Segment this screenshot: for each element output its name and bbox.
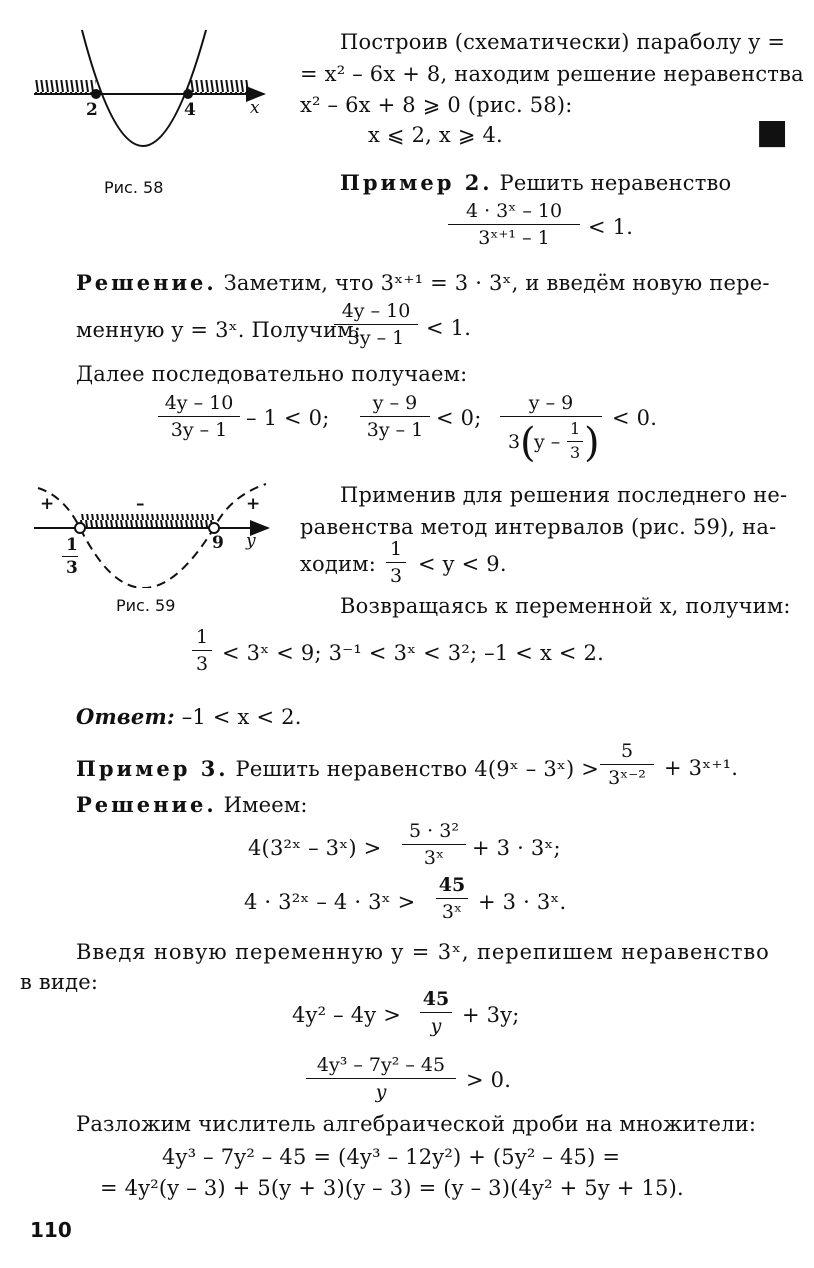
solution2-p3: ходим: (300, 552, 377, 576)
eq1-left: 4(3²ˣ – 3ˣ) > (248, 836, 382, 860)
fig58-caption: Рис. 58 (104, 178, 164, 197)
para1-line4: x ⩽ 2, x ⩾ 4. (368, 123, 503, 147)
para1-line3: x² – 6x + 8 ⩾ 0 (рис. 58): (300, 93, 573, 117)
example3-rest: + 3ˣ⁺¹. (664, 756, 739, 780)
para1-line1: Построив (схематически) параболу y = (340, 30, 786, 54)
example3-fraction: 5 3ˣ⁻² (600, 740, 654, 789)
chain-fraction-2: y – 9 3y – 1 (360, 392, 430, 441)
chain-fraction-3: y – 9 3 ( y – 1 3 ) (500, 392, 602, 472)
text-line-2: в виде: (20, 970, 99, 994)
eq2-left: 4 · 3²ˣ – 4 · 3ˣ > (244, 890, 416, 914)
para1-line2: = x² – 6x + 8, находим решение неравенства (300, 62, 804, 86)
eq4-fraction: 4y³ – 7y² – 45 y (306, 1054, 456, 1103)
fig58-label-4: 4 (184, 100, 196, 120)
example2-heading: Пример 2. (340, 170, 493, 195)
fig59-minus: – (136, 494, 145, 514)
chain-after-1: – 1 < 0; (246, 406, 330, 430)
solution2-p3-fraction: 1 3 (386, 538, 406, 587)
chain-fraction-1: 4y – 10 3y – 1 (158, 392, 240, 441)
chain-after-3: < 0. (612, 406, 658, 430)
eq4-right: > 0. (466, 1068, 512, 1092)
example3-text: Решить неравенство 4(9ˣ – 3ˣ) > (235, 757, 600, 781)
eq1-fraction: 5 · 3² 3ˣ (402, 820, 466, 869)
solution2-line1: Решение. Заметим, что 3ˣ⁺¹ = 3 · 3ˣ, и введём новую пере- (76, 270, 770, 295)
solution2-p1: Применив для решения последнего не- (340, 483, 788, 507)
fig58-label-2: 2 (86, 100, 98, 120)
eq5: 4y³ – 7y² – 45 = (4y³ – 12y²) + (5y² – 45) = (162, 1145, 621, 1169)
fig59-label-9: 9 (212, 533, 224, 553)
answer-label: Ответ: (76, 704, 175, 729)
solution2-line2: менную y = 3ˣ. Получим: (76, 318, 362, 342)
figure-58-parabola (30, 22, 280, 182)
result-fraction: 1 3 (192, 626, 212, 675)
eq6: = 4y²(y – 3) + 5(y + 3)(y – 3) = (y – 3)(4y² + 5y + 15). (100, 1176, 684, 1200)
eq1-right: + 3 · 3ˣ; (472, 836, 561, 860)
eq3-right: + 3y; (462, 1003, 520, 1027)
page-number: 110 (30, 1218, 72, 1242)
fig59-label-y: y (246, 531, 256, 551)
answer-value: –1 < x < 2. (181, 705, 302, 729)
eq2-fraction: 45 3ˣ (436, 874, 468, 923)
solution2-rel: < 1. (426, 316, 472, 340)
example2-text: Решить неравенство (499, 171, 732, 195)
solution3-line: Решение. Имеем: (76, 792, 308, 817)
example3-line (76, 756, 599, 781)
fig59-caption: Рис. 59 (116, 596, 176, 615)
eq3-fraction: 45 y (420, 988, 452, 1037)
text-line-1: Введя новую переменную y = 3ˣ, перепишем неравенство (76, 940, 770, 964)
example2-rel: < 1. (588, 215, 634, 239)
eq2-right: + 3 · 3ˣ. (478, 890, 567, 914)
solution2-heading: Решение. (76, 270, 217, 295)
solution2-fraction: 4y – 10 3y – 1 (334, 300, 418, 349)
answer-line (76, 704, 302, 729)
end-of-proof-mark: ■ (756, 112, 789, 152)
result-chain: < 3ˣ < 9; 3⁻¹ < 3ˣ < 3²; –1 < x < 2. (222, 641, 604, 665)
solution2-p3-rel: < y < 9. (418, 552, 507, 576)
text-line-3: Разложим числитель алгебраической дроби на множители: (76, 1112, 757, 1136)
fig59-plus-right: + (246, 494, 261, 514)
example3-heading: Пример 3. (76, 756, 229, 781)
example2-fraction: 4 · 3ˣ – 10 3ˣ⁺¹ – 1 (448, 200, 580, 249)
solution2-p4: Возвращаясь к переменной x, получим: (340, 594, 791, 618)
solution3-heading: Решение. (76, 792, 217, 817)
fig59-three: 3 (66, 558, 78, 578)
chain-after-2: < 0; (436, 406, 482, 430)
fig59-one: 1 (66, 535, 78, 555)
example2-line (340, 170, 731, 195)
eq3-left: 4y² – 4y > (292, 1003, 401, 1027)
fig59-plus-left: + (40, 494, 55, 514)
fig58-label-x: x (250, 98, 260, 118)
solution2-line3: Далее последовательно получаем: (76, 362, 468, 386)
solution2-p2: равенства метод интервалов (рис. 59), на- (300, 515, 777, 539)
